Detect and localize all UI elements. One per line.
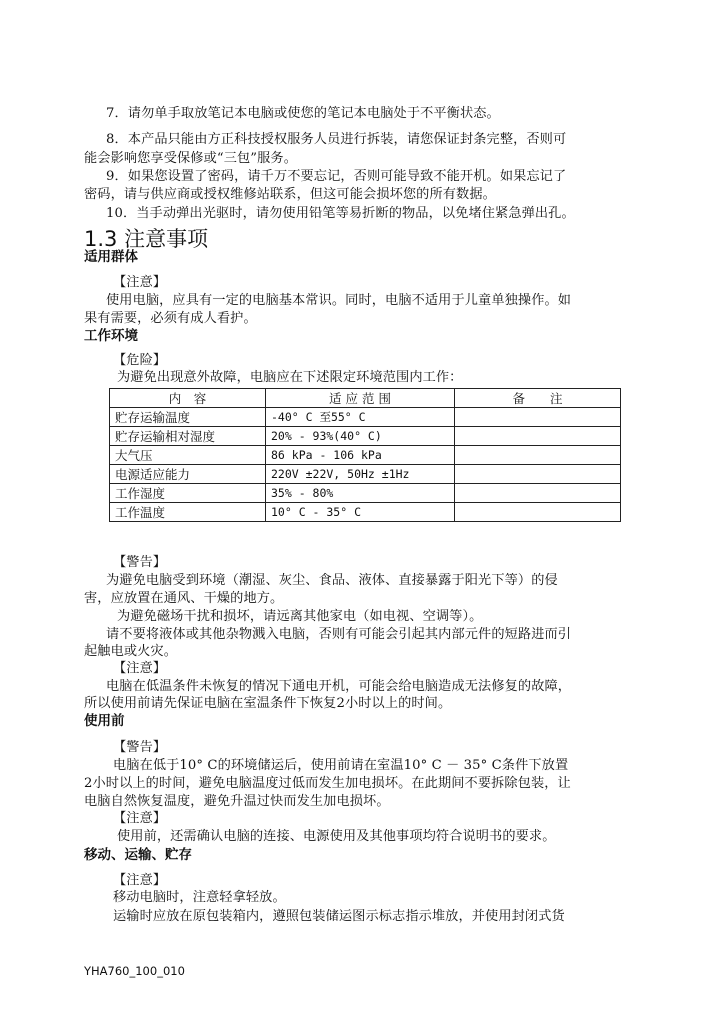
table-cell: 电源适应能力 [110, 465, 266, 484]
notes-item-10: 10．当手动弹出光驱时，请勿使用铅笔等易折断的物品，以免堵住紧急弹出孔。 [106, 206, 575, 221]
table-cell: 10° C - 35° C [266, 503, 455, 522]
paragraph-line: 电脑在低温条件未恢复的情况下通电开机，可能会给电脑造成无法修复的故障， [106, 679, 572, 694]
table-cell [455, 408, 621, 427]
table-header-cell: 内 容 [110, 389, 266, 408]
paragraph-line: 使用前，还需确认电脑的连接、电源使用及其他事项均符合说明书的要求。 [117, 829, 556, 844]
paragraph-line: 2小时以上的时间，避免电脑温度过低而发生加电损坏。在此期间不要拆除包装，让 [84, 776, 571, 791]
table-cell [455, 503, 621, 522]
table-cell: 贮存运输相对湿度 [110, 427, 266, 446]
paragraph-line: 移动电脑时，注意轻拿轻放。 [113, 890, 286, 905]
paragraph-line: 为避免电脑受到环境（潮湿、灰尘、食品、液体、直接暴露于阳光下等）的侵 [106, 573, 558, 588]
table-row [110, 446, 621, 465]
notes-item-7: 7．请勿单手取放笔记本电脑或使您的笔记本电脑处于不平衡状态。 [106, 106, 500, 121]
table-cell: -40° C 至55° C [266, 408, 455, 427]
table-header-row [110, 389, 621, 408]
table-cell: 35% - 80% [266, 484, 455, 503]
table-header-cell: 适 应 范 围 [266, 389, 455, 408]
section-title: 1.3 注意事项 [84, 227, 209, 251]
warning-tag: 【警告】 [113, 740, 167, 755]
table-cell [455, 465, 621, 484]
table-cell: 86 kPa - 106 kPa [266, 446, 455, 465]
table-cell [455, 484, 621, 503]
paragraph-line: 为避免磁场干扰和损坏，请远离其他家电（如电视、空调等）。 [117, 609, 483, 624]
notes-item-8-cont: 能会影响您享受保修或“三包”服务。 [84, 151, 297, 166]
paragraph-line: 果有需要，必须有成人看护。 [84, 311, 257, 326]
note-tag: 【注意】 [113, 873, 167, 888]
paragraph-line: 电脑在低于10° C的环境储运后，使用前请在室温10° C － 35° C条件下放置 [113, 758, 569, 773]
table-cell [455, 427, 621, 446]
paragraph-line: 起触电或火灾。 [84, 644, 178, 659]
environment-table [109, 388, 621, 522]
danger-tag: 【危险】 [113, 353, 167, 368]
table-cell: 20% - 93%(40° C) [266, 427, 455, 446]
paragraph-line: 请不要将液体或其他杂物溅入电脑，否则有可能会引起其内部元件的短路进而引 [106, 627, 572, 642]
heading-before-use: 使用前 [84, 713, 125, 729]
table-cell: 贮存运输温度 [110, 408, 266, 427]
table-cell: 220V ±22V, 50Hz ±1Hz [266, 465, 455, 484]
notes-item-8: 8．本产品只能由方正科技授权服务人员进行拆装，请您保证封条完整，否则可 [106, 132, 567, 147]
paragraph-line: 电脑自然恢复温度，避免升温过快而发生加电损坏。 [84, 794, 390, 809]
heading-users: 适用群体 [84, 249, 138, 265]
table-cell: 工作湿度 [110, 484, 266, 503]
page-footer: YHA760_100_010 [84, 964, 185, 978]
table-row [110, 465, 621, 484]
paragraph-line: 害，应放置在通风、干燥的地方。 [84, 591, 284, 606]
table-intro: 为避免出现意外故障，电脑应在下述限定环境范围内工作： [117, 370, 463, 385]
table-row [110, 503, 621, 522]
table-cell: 工作温度 [110, 503, 266, 522]
note-tag: 【注意】 [113, 811, 167, 826]
warning-tag: 【警告】 [113, 555, 167, 570]
table-row [110, 408, 621, 427]
table-cell [455, 446, 621, 465]
heading-environment: 工作环境 [84, 328, 138, 344]
table-row [110, 427, 621, 446]
heading-move-transport: 移动、运输、贮存 [84, 847, 192, 863]
paragraph-line: 使用电脑，应具有一定的电脑基本常识。同时，电脑不适用于儿童单独操作。如 [106, 293, 572, 308]
table-cell: 大气压 [110, 446, 266, 465]
notes-item-9: 9．如果您设置了密码，请千万不要忘记，否则可能导致不能开机。如果忘记了 [106, 169, 567, 184]
note-tag: 【注意】 [113, 661, 167, 676]
paragraph-line: 运输时应放在原包装箱内，遵照包装储运图示标志指示堆放，并使用封闭式货 [113, 909, 565, 924]
table-row [110, 484, 621, 503]
notes-item-9-cont: 密码，请与供应商或授权维修站联系，但这可能会损坏您的所有数据。 [84, 187, 496, 202]
table-header-cell: 备 注 [455, 389, 621, 408]
paragraph-line: 所以使用前请先保证电脑在室温条件下恢复2小时以上的时间。 [84, 696, 452, 711]
note-tag: 【注意】 [113, 275, 167, 290]
